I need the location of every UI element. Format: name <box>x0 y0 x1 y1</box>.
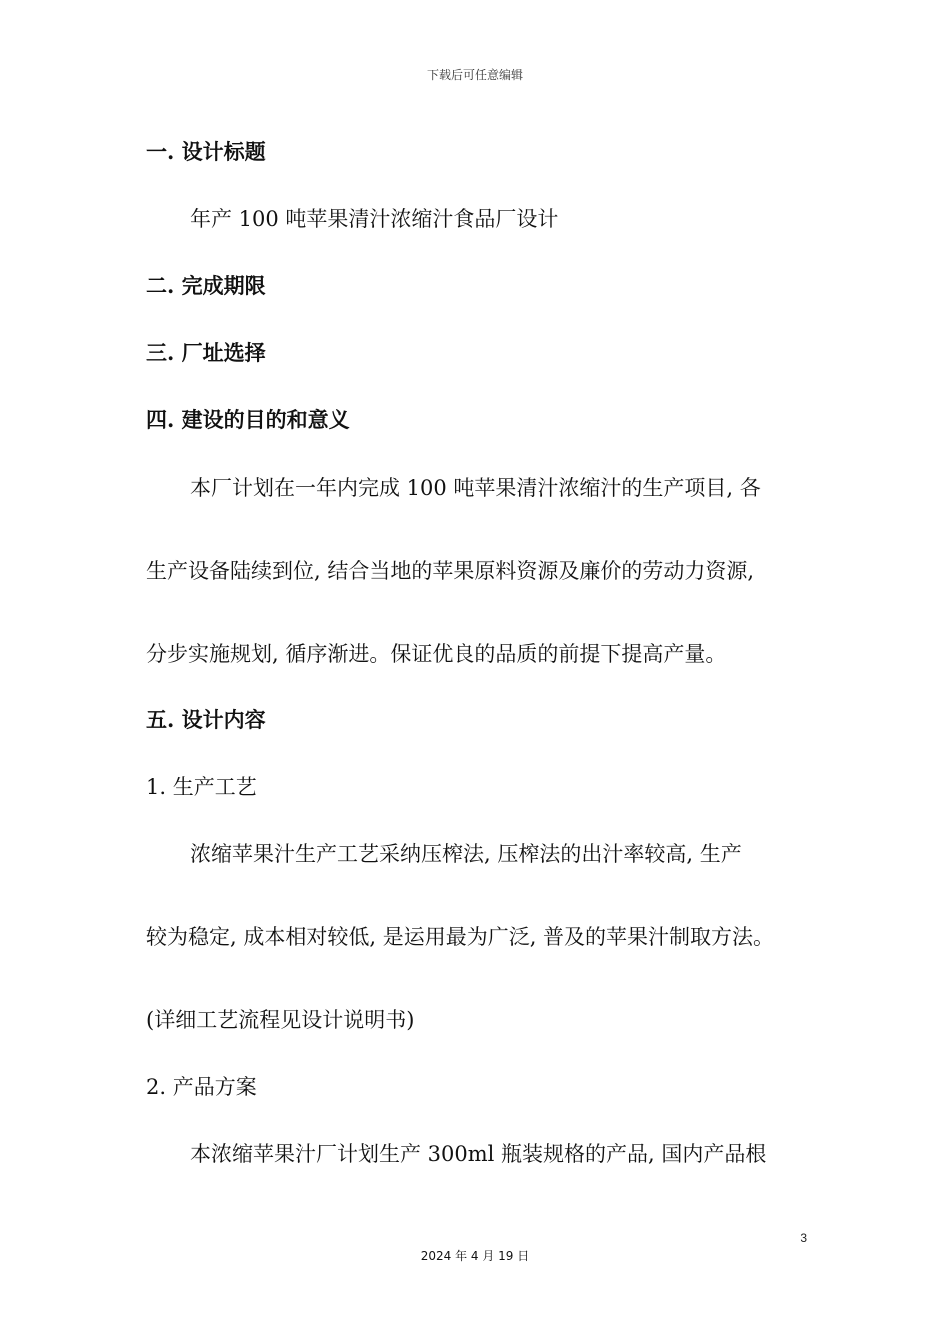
section-4-heading: 四. 建设的目的和意义 <box>146 407 350 432</box>
page-number: 3 <box>800 1231 807 1245</box>
paragraph-line: 分步实施规划, 循序渐进。保证优良的品质的前提下提高产量。 <box>146 642 727 666</box>
paragraph-line: 本浓缩苹果汁厂计划生产 300ml 瓶装规格的产品, 国内产品根 <box>190 1142 767 1166</box>
page-footer-date: 2024 年 4 月 19 日 <box>420 1249 530 1263</box>
subsection-1-heading: 1. 生产工艺 <box>146 775 257 799</box>
page-header: 下载后可任意编辑 <box>426 68 523 82</box>
section-2-heading: 二. 完成期限 <box>146 273 266 298</box>
section-3-heading: 三. 厂址选择 <box>146 340 266 365</box>
paragraph-line: (详细工艺流程见设计说明书) <box>146 1008 415 1032</box>
section-1-heading: 一. 设计标题 <box>146 139 266 164</box>
paragraph-line: 较为稳定, 成本相对较低, 是运用最为广泛, 普及的苹果汁制取方法。 <box>146 925 775 949</box>
paragraph-line: 本厂计划在一年内完成 100 吨苹果清汁浓缩汁的生产项目, 各 <box>190 476 761 500</box>
paragraph-line: 生产设备陆续到位, 结合当地的苹果原料资源及廉价的劳动力资源, <box>146 559 755 583</box>
section-5-heading: 五. 设计内容 <box>146 707 266 732</box>
paragraph-line: 浓缩苹果汁生产工艺采纳压榨法, 压榨法的出汁率较高, 生产 <box>190 842 742 866</box>
subsection-2-heading: 2. 产品方案 <box>146 1075 257 1099</box>
design-title-text: 年产 100 吨苹果清汁浓缩汁食品厂设计 <box>190 207 559 231</box>
